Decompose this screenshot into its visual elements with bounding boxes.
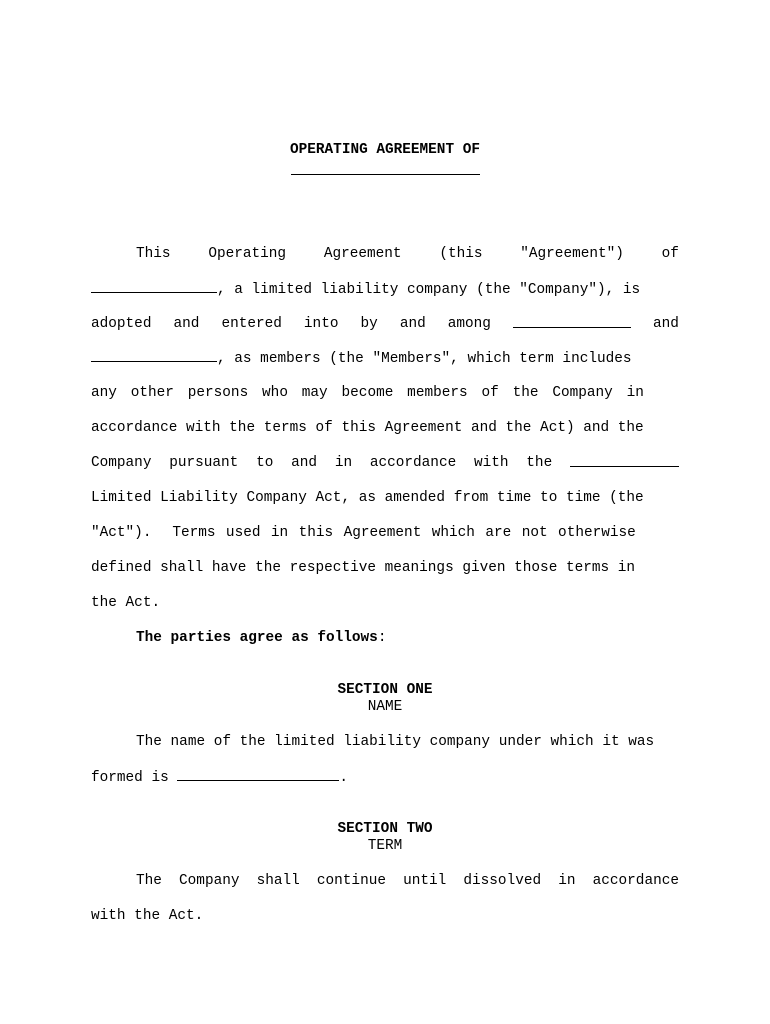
intro-line-7: Company pursuant to and in accordance with the <box>91 454 679 472</box>
intro-line-3: adopted and entered into by and among and <box>91 316 679 332</box>
company-name-blank[interactable] <box>91 280 217 293</box>
intro-line-11: the Act. <box>91 595 161 611</box>
member-two-blank[interactable] <box>91 349 217 362</box>
member-one-blank[interactable] <box>513 315 631 328</box>
formed-name-blank[interactable] <box>177 768 339 781</box>
section-two-name: TERM <box>367 838 403 854</box>
intro-line-2: , a limited liability company (the "Company"), is <box>91 280 679 298</box>
section-one-line-1: The name of the limited liability company under which it was <box>136 734 655 750</box>
intro-line-4: , as members (the "Members", which term includes <box>91 349 679 367</box>
section-two-line-1: The Company shall continue until dissolved in accordance <box>136 873 679 889</box>
section-one-heading: SECTION ONE <box>337 682 433 698</box>
section-two-line-2: with the Act. <box>91 908 204 924</box>
state-blank[interactable] <box>570 454 679 467</box>
intro-line-10: defined shall have the respective meanings given those terms in <box>91 560 636 576</box>
parties-agree-line: The parties agree as follows: <box>136 630 387 646</box>
section-one-line-2: formed is . <box>91 770 348 786</box>
company-name-blank-title[interactable] <box>291 174 480 175</box>
intro-line-5: any other persons who may become members of the Company in <box>91 385 644 401</box>
intro-line-6: accordance with the terms of this Agreement and the Act) and the <box>91 420 644 436</box>
intro-line-1: This Operating Agreement (this "Agreement") of <box>136 246 679 262</box>
section-two-heading: SECTION TWO <box>337 821 433 837</box>
section-one-name: NAME <box>367 699 403 715</box>
intro-line-8: Limited Liability Company Act, as amended from time to time (the <box>91 490 644 506</box>
intro-line-9: "Act"). Terms used in this Agreement which are not otherwise <box>91 525 636 541</box>
document-title: OPERATING AGREEMENT OF <box>290 142 480 158</box>
